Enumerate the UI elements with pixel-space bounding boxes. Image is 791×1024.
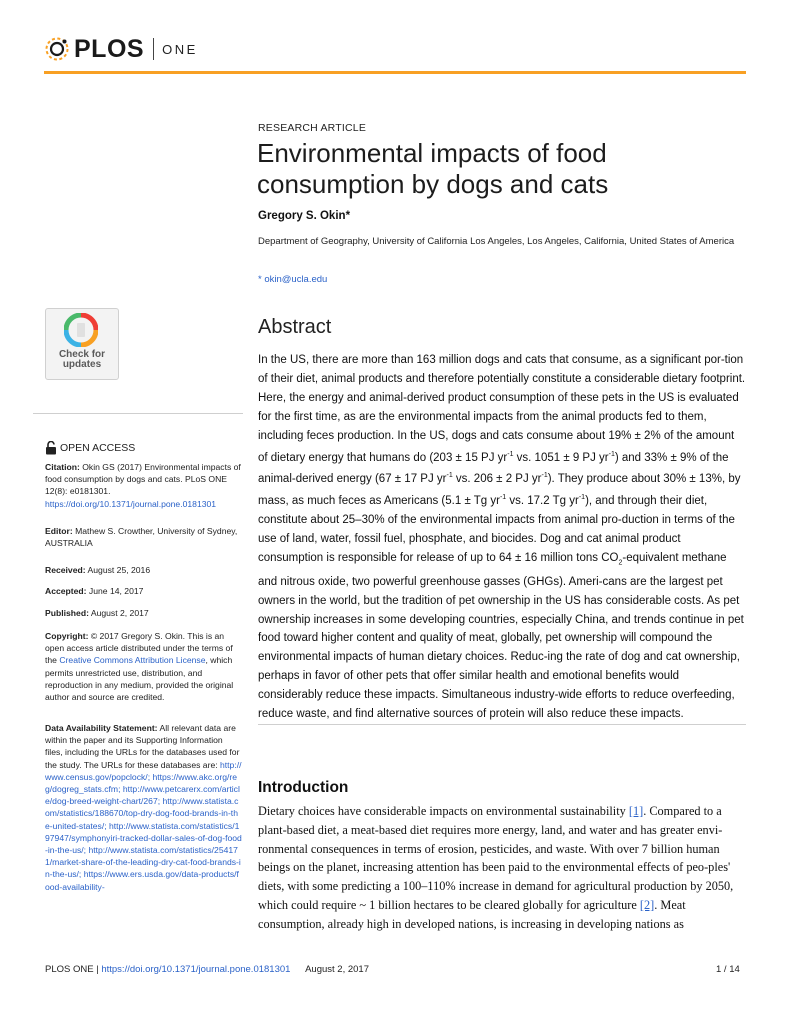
author-name[interactable] (258, 210, 350, 222)
database-links[interactable]: http://www.census.gov/popclock/; https://www.akc.org/reg/dogreg_stats.cfm; http://www.petcarerx.com/article/dog-breed-weight-chart/267; http://www.statista.com/statistics/188670/top-dry-dog-food-brands-in-the-united-states/; http://www.statista.com/statistics/197947/symphonyiri-tracked-dollar-sales-of-dog-food-in-the-us/; http://www.statista.com/statistics/254171/market-share-of-the-leading-dry-cat-food-brands-in-the-us/; https://www.ers.usda.gov/data-products/food-availability- (45, 759, 242, 892)
email-mark: * (258, 274, 262, 285)
abstract-divider (258, 724, 746, 725)
sup: -1 (446, 472, 453, 480)
intro-seg-3: . Meat consumption, already high in developed nations, is increasing in developing nations as (258, 897, 686, 931)
published-date: August 2, 2017 (88, 608, 149, 618)
abstract-text (258, 351, 746, 724)
email-link[interactable]: okin@ucla.edu (264, 274, 328, 285)
abstract-seg-3: ) and 33% ± 9% of the animal-derived energy (67 ± 17 PJ yr (258, 451, 729, 486)
plos-logo-icon (44, 36, 70, 62)
abstract-seg-8: -equivalent methane and nitrous oxide, two powerful greenhouse gasses (GHGs). Ameri-cans are the largest pet owners in the world, but the tradition of pet ownership in the US has considerable costs. As pet ownership increases in some developing countries, especially China, and trends continue in pet food toward higher content and quality of meat, globally, pet ownership will compound the environmental impacts of human dietary choices. Reduc-ing the rate of dog and cat ownership, perhaps in favor of other pets that offer similar health and emotional benefits would considerably reduce these impacts. Simultaneous industry-wide efforts to reduce overfeeding, reduce waste, and find alternative sources of protein will also reduce these impacts. (258, 551, 744, 721)
sup: -1 (608, 450, 615, 458)
abstract-seg-5: ). They produce about 30% ± 13%, by mass, as much feces as Americans (5.1 ± Tg yr (258, 473, 741, 507)
logo-divider (153, 38, 154, 60)
copyright-block (45, 630, 242, 703)
editor-block (45, 525, 242, 549)
sup: -1 (499, 494, 507, 501)
received-label: Received: (45, 565, 86, 575)
corresponding-email (258, 274, 327, 285)
intro-seg-1: Dietary choices have considerable impacts on environmental sustainability (258, 804, 629, 818)
check-line-1: Check for (58, 349, 106, 360)
check-for-updates-label (46, 350, 118, 370)
copyright-text: © 2017 Gregory S. Okin. This is an open access article distributed under the terms of the (45, 631, 233, 666)
cc-license-link[interactable]: Creative Commons Attribution License (59, 655, 206, 666)
editor-label: Editor: (45, 526, 73, 536)
sup: -1 (541, 472, 548, 480)
article-title: Environmental impacts of food consumption by dogs and cats (257, 138, 609, 199)
logo-journal-text: ONE (162, 41, 198, 57)
open-lock-icon (45, 441, 57, 455)
citation-block (45, 461, 242, 510)
copyright-text-cont: , which permits unrestricted use, distribution, and reproduction in any medium, provided the original author and source are credited. (45, 655, 234, 703)
check-line-2: updates (62, 359, 102, 370)
article-type: RESEARCH ARTICLE (258, 122, 367, 134)
copyright-label: Copyright: (45, 631, 89, 641)
citation-label: Citation: (45, 462, 80, 472)
abstract-seg-4: vs. 206 ± 2 PJ yr (452, 473, 542, 486)
open-access-label (45, 441, 135, 455)
abstract-seg-2: vs. 1051 ± 9 PJ yr (513, 451, 609, 464)
data-availability-label: Data Availability Statement: (45, 723, 158, 733)
intro-seg-2: . Compared to a plant-based diet, a meat-based diet requires more energy, land, and water and has greater envi-ronmental consequences in terms of erosion, pesticides, and waste. With over 7 billion human beings on the planet, increasing attention has been paid to the environmental effects of peo-ples' diets, with some predicting a 100–110% increase in demand for agricultural production by 2050, which could require ~ 1 billion hectares to be cleared globally for agriculture (258, 804, 734, 912)
sidebar-divider (33, 413, 243, 414)
published-label: Published: (45, 608, 89, 618)
citation-doi-link[interactable]: https://doi.org/10.1371/journal.pone.0181301 (45, 498, 217, 509)
reference-link-2[interactable]: [2] (639, 897, 655, 912)
author-text: Gregory S. Okin (258, 210, 346, 222)
abstract-seg-1: In the US, there are more than 163 million dogs and cats that consume, as a significant por-tion of their diet, animal products and therefore potentially constitute a considerable dietary footprint. Here, the energy and animal-derived product consumption of these pets in the US is evaluated for the first time, as are the environmental impacts from the animal products fed to them, including feces production. In the US, dogs and cats consume about 19% ± 2% of the amount of dietary energy that humans do (203 ± 15 PJ yr (258, 354, 746, 464)
footer-citation (45, 964, 369, 975)
abstract-seg-7: ), and through their diet, constitute about 25–30% of the environmental impacts from animal pro-duction in terms of the use of land, water, fossil fuel, phosphate, and biocides. Dog and cat animal product consumption is responsible for release of up to 64 ± 16 million tons CO (258, 494, 735, 564)
data-availability-block (45, 722, 242, 893)
citation-text: Okin GS (2017) Environmental impacts of food consumption by dogs and cats. PLoS ONE 12(8): e0181301. (45, 462, 241, 497)
sup: -1 (578, 494, 586, 501)
accepted-date: June 14, 2017 (86, 586, 144, 596)
plos-one-logo[interactable] (44, 34, 198, 64)
received-block (45, 564, 242, 576)
editor-text: Mathew S. Crowther, University of Sydney, AUSTRALIA (45, 526, 238, 549)
received-date: August 25, 2016 (85, 565, 151, 575)
data-availability-text: All relevant data are within the paper and its Supporting Information files, including the URLs for the databases used for the study. The URLs for these databases are: (45, 723, 240, 770)
header-rule (44, 71, 746, 74)
abstract-heading: Abstract (258, 316, 332, 338)
check-for-updates-badge[interactable] (45, 308, 119, 380)
introduction-heading: Introduction (258, 779, 349, 796)
footer-doi-link[interactable]: https://doi.org/10.1371/journal.pone.0181301 (101, 964, 291, 975)
abstract-seg-6: vs. 17.2 Tg yr (506, 494, 579, 507)
sub: 2 (618, 558, 623, 566)
open-access-text: OPEN ACCESS (60, 442, 136, 454)
footer-journal: PLOS ONE | (45, 964, 102, 975)
page-number: 1 / 14 (716, 964, 740, 975)
corresponding-mark: * (345, 210, 351, 222)
sup: -1 (507, 450, 514, 458)
accepted-label: Accepted: (45, 586, 87, 596)
affiliation: Department of Geography, University of California Los Angeles, Los Angeles, California, United States of America (258, 236, 735, 247)
accepted-block (45, 585, 242, 597)
crossmark-icon (64, 313, 98, 347)
reference-link-1[interactable]: [1] (628, 804, 644, 818)
footer-date: August 2, 2017 (305, 964, 369, 975)
introduction-text (258, 802, 748, 934)
logo-plos-text: PLOS (74, 34, 145, 63)
published-block (45, 607, 242, 619)
